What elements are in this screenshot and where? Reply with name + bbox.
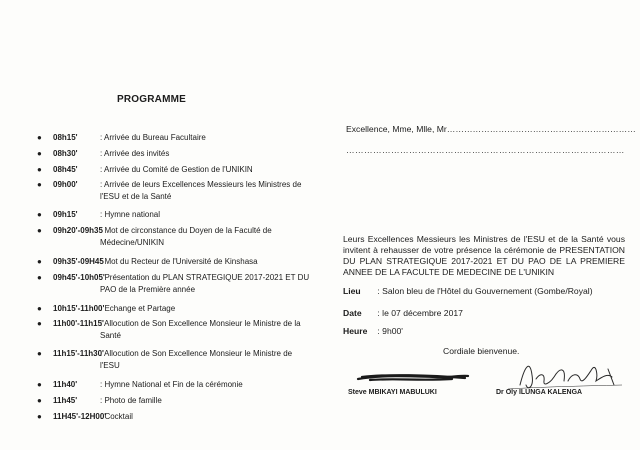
lieu-label: Lieu	[343, 286, 361, 296]
programme-desc: : Arrivée du Comité de Gestion de l'UNIKIN	[100, 165, 253, 174]
signatory-2-name: Dr Oly ILUNGA KALENGA	[496, 389, 583, 396]
addressee-dotted-line: …………………………………………………………………………………	[346, 145, 625, 155]
programme-time: 11h15'-11h30'	[53, 349, 104, 358]
programme-desc: : Arrivée du Bureau Facultaire	[100, 133, 206, 142]
programme-time: 10h15'-11h00'	[53, 304, 105, 313]
date-label: Date	[343, 308, 362, 318]
programme-desc: : Hymne National et Fin de la cérémonie	[100, 380, 243, 389]
programme-title: PROGRAMME	[117, 94, 187, 105]
lieu-field	[343, 286, 593, 296]
bullet-icon: ●	[37, 257, 42, 266]
programme-desc: : Mot du Recteur de l'Université de Kinshasa	[100, 257, 258, 266]
lieu-value: : Salon bleu de l'Hôtel du Gouvernement (Gombe/Royal)	[377, 286, 593, 296]
invitation-text: Leurs Excellences Messieurs les Ministres de l'ESU et de la Santé vous invitent à rehausser de votre présence la cérémonie de	[343, 234, 625, 255]
programme-time: 09h00'	[53, 180, 78, 189]
bullet-icon: ●	[37, 210, 42, 219]
bullet-icon: ●	[37, 149, 42, 158]
closing-text: Cordiale bienvenue.	[443, 346, 520, 356]
programme-desc: : Arrivée des invités	[100, 149, 170, 158]
heure-label: Heure	[343, 326, 368, 336]
heure-field	[343, 326, 403, 336]
ceremony-title: PRESENTATION DU PLAN STRATEGIQUE 2017-2021 ET DU PAO DE LA PREMIERE ANNEE DE LA FACULTE DE MEDECINE DE L'UNIKIN	[343, 245, 625, 277]
bullet-icon: ●	[37, 396, 42, 405]
programme-time: 11h45'	[53, 396, 78, 405]
invitation-paragraph	[343, 234, 625, 278]
signature-2-icon	[520, 366, 614, 387]
programme-desc: : Allocution de Son Excellence Monsieur le Ministre de la Santé	[100, 319, 301, 340]
bullet-icon: ●	[37, 380, 42, 389]
programme-time: 11h00'-11h15'	[53, 319, 104, 328]
programme-desc: : Présentation du PLAN STRATEGIQUE 2017-2021 ET DU PAO de la Première année	[100, 273, 310, 294]
addressee-line: Excellence, Mme, Mlle, Mr…………………………………………………………	[346, 124, 636, 134]
bullet-icon: ●	[37, 349, 42, 358]
bullet-icon: ●	[37, 319, 42, 328]
programme-time: 09h15'	[53, 210, 78, 219]
bullet-icon: ●	[37, 133, 42, 142]
programme-desc: : Hymne national	[100, 210, 161, 219]
bullet-icon: ●	[37, 273, 42, 282]
heure-value: : 9h00'	[377, 326, 403, 336]
programme-desc: : Arrivée de leurs Excellences Messieurs les Ministres de l'ESU et de la Santé	[100, 180, 302, 201]
programme-time: 11h40'	[53, 380, 78, 389]
programme-time: 08h45'	[53, 165, 78, 174]
programme-desc: : Photo de famille	[100, 396, 162, 405]
programme-time: 08h15'	[53, 133, 78, 142]
bullet-icon: ●	[37, 180, 42, 189]
programme-desc: : Echange et Partage	[100, 304, 176, 313]
programme-time: 09h45'-10h05'	[53, 273, 105, 282]
signatory-1-name: Steve MBIKAYI MABULUKI	[348, 389, 437, 396]
bullet-icon: ●	[37, 226, 42, 235]
signature-1-icon	[358, 375, 468, 380]
programme-time: 09h20'-09h35	[53, 226, 103, 235]
programme-desc: : Mot de circonstance du Doyen de la Faculté de Médecine/UNIKIN	[100, 226, 272, 247]
bullet-icon: ●	[37, 304, 42, 313]
bullet-icon: ●	[37, 412, 42, 421]
programme-time: 09h35'-09H45	[53, 257, 104, 266]
programme-time: 08h30'	[53, 149, 78, 158]
date-value: : le 07 décembre 2017	[377, 308, 463, 318]
programme-desc: : Cocktail	[100, 412, 133, 421]
bullet-icon: ●	[37, 165, 42, 174]
invitation-panel	[340, 0, 636, 450]
date-field	[343, 308, 463, 318]
programme-desc: : Allocution de Son Excellence Monsieur le Ministre de l'ESU	[100, 349, 293, 370]
programme-time: 11H45'-12H00'	[53, 412, 107, 421]
